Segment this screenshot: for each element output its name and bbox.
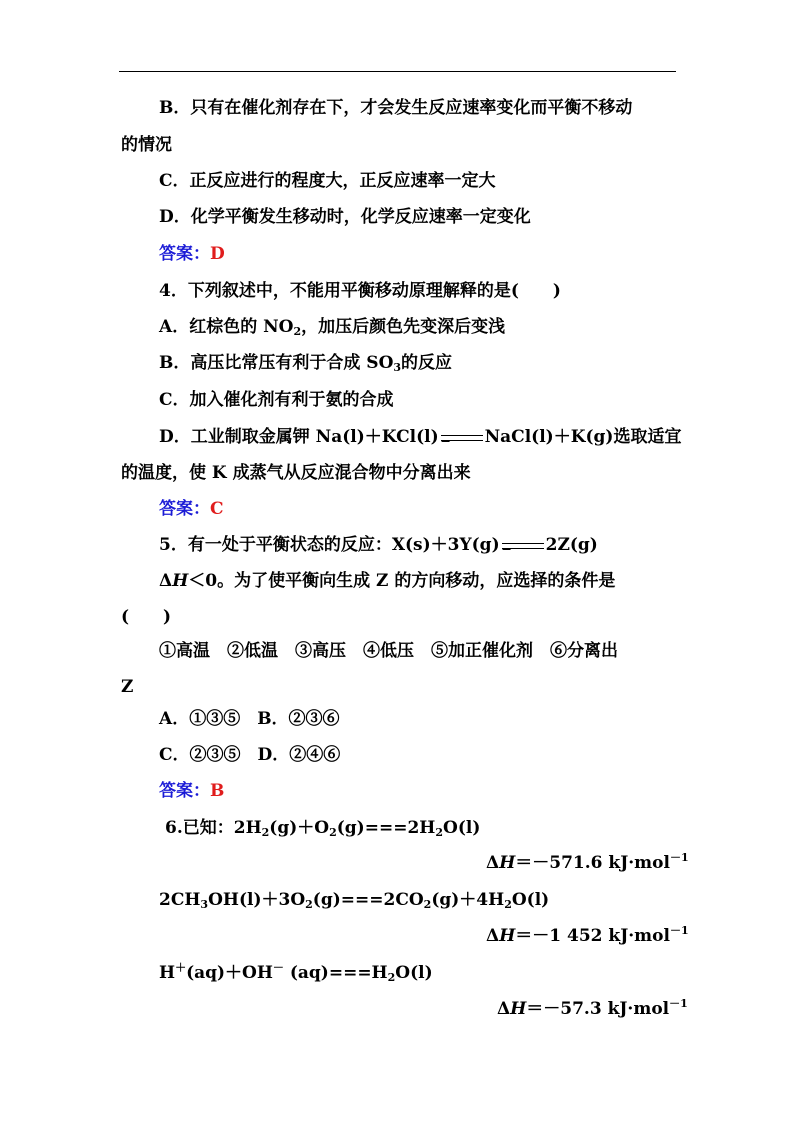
eq-part: (g)＋O [269, 818, 330, 838]
question-5-conditions: ①高温 ②低温 ③高压 ④低压 ⑤加正催化剂 ⑥分离出 [159, 641, 618, 661]
dh-value: ＝－571.6 kJ·mol [515, 853, 670, 873]
enthalpy-h: H [499, 853, 516, 873]
question-5-conditions-end: Z [121, 677, 134, 697]
eq-part: O(l) [395, 963, 433, 983]
option-b-line1: B．只有在催化剂存在下，才会发生反应速率变化而平衡不移动 [159, 98, 633, 118]
equilibrium-arrow [441, 432, 483, 444]
subscript: 2 [435, 826, 444, 839]
answer-label: 答案： [159, 781, 210, 801]
question-5-options-cd: C．②③⑤ D．②④⑥ [159, 745, 341, 765]
superscript: －1 [669, 924, 689, 937]
question-6-eq1 [165, 818, 480, 838]
eq-part: (g)===2CO [312, 890, 424, 910]
question-6-dh3 [497, 999, 688, 1019]
question-4-option-d [159, 427, 681, 447]
delta-symbol: Δ [486, 926, 500, 946]
q4d-text: D．工业制取金属钾 Na(l)＋KCl(l) [159, 427, 439, 447]
eq-part: OH(l)＋3O [208, 890, 306, 910]
superscript: － [272, 961, 284, 974]
option-d: D．化学平衡发生移动时，化学反应速率一定变化 [159, 207, 531, 227]
enthalpy-h: H [499, 926, 516, 946]
eq-part: (aq)＋OH [186, 963, 273, 983]
answer-label: 答案： [159, 244, 210, 264]
eq-part: (g)＋4H [431, 890, 505, 910]
delta-symbol: Δ [159, 571, 173, 591]
subscript: 2 [261, 826, 270, 839]
question-6-dh1 [486, 853, 689, 873]
header-rule [119, 71, 676, 72]
eq-part: O(l) [511, 890, 550, 910]
q5-line2-text: ＜0。为了使平衡向生成 Z 的方向移动，应选择的条件是 [188, 571, 616, 591]
q4b-text: B．高压比常压有利于合成 SO [159, 353, 394, 373]
q4d-tail: NaCl(l)＋K(g)选取适宜 [484, 427, 682, 447]
dh-value: ＝－1 452 kJ·mol [515, 926, 670, 946]
question-4-option-d-line2: 的温度，使 K 成蒸气从反应混合物中分离出来 [121, 463, 471, 483]
q4a-sub: 2 [293, 325, 302, 338]
superscript: －1 [669, 851, 689, 864]
question-5-options-ab: A．①③⑤ B．②③⑥ [159, 709, 340, 729]
enthalpy-h: H [510, 999, 527, 1019]
q6-known: 6.已知：2H [165, 818, 262, 838]
delta-symbol: Δ [486, 853, 500, 873]
subscript: 2 [423, 898, 432, 911]
eq-part: 2CH [159, 890, 201, 910]
subscript: 2 [387, 971, 396, 984]
answer-value: C [210, 499, 224, 519]
subscript: 3 [200, 898, 209, 911]
answer-5 [159, 781, 224, 801]
answer-value: D [210, 244, 225, 264]
subscript: 2 [329, 826, 337, 839]
q4b-tail: 的反应 [401, 353, 453, 373]
answer-3 [159, 244, 225, 264]
option-b-line2: 的情况 [121, 135, 172, 155]
eq-part: O(l) [443, 818, 481, 838]
subscript: 2 [504, 898, 512, 911]
question-5-line2 [159, 571, 615, 591]
enthalpy-h: H [172, 571, 189, 591]
answer-value: B [210, 781, 225, 801]
q5-text: 5．有一处于平衡状态的反应：X(s)＋3Y(g) [159, 535, 500, 555]
q4a-tail: ，加压后颜色先变深后变浅 [301, 317, 506, 337]
subscript: 2 [305, 898, 313, 911]
question-5-paren: ( ) [121, 607, 172, 627]
dh-value: ＝－57.3 kJ·mol [526, 999, 670, 1019]
q5-product: 2Z(g) [545, 535, 598, 555]
q4b-sub: 3 [393, 361, 402, 374]
q4a-text: A．红棕色的 NO [159, 317, 294, 337]
answer-4 [159, 499, 224, 519]
option-c: C．正反应进行的程度大，正反应速率一定大 [159, 171, 496, 191]
question-4-option-a [159, 317, 505, 337]
question-4-stem: 4．下列叙述中，不能用平衡移动原理解释的是( ) [159, 281, 561, 301]
question-6-eq2 [159, 890, 549, 910]
question-4-option-b [159, 353, 452, 373]
answer-label: 答案： [159, 499, 210, 519]
superscript: －1 [669, 997, 688, 1010]
question-6-dh2 [486, 926, 689, 946]
eq-part: (g)===2H [336, 818, 436, 838]
equilibrium-arrow [502, 540, 544, 552]
question-6-eq3 [159, 963, 433, 983]
eq-part: (aq)===H [283, 963, 388, 983]
eq-part: H [159, 963, 176, 983]
delta-symbol: Δ [497, 999, 511, 1019]
question-5-stem [159, 535, 598, 555]
question-4-option-c: C．加入催化剂有利于氨的合成 [159, 390, 394, 410]
superscript: ＋ [175, 961, 187, 974]
